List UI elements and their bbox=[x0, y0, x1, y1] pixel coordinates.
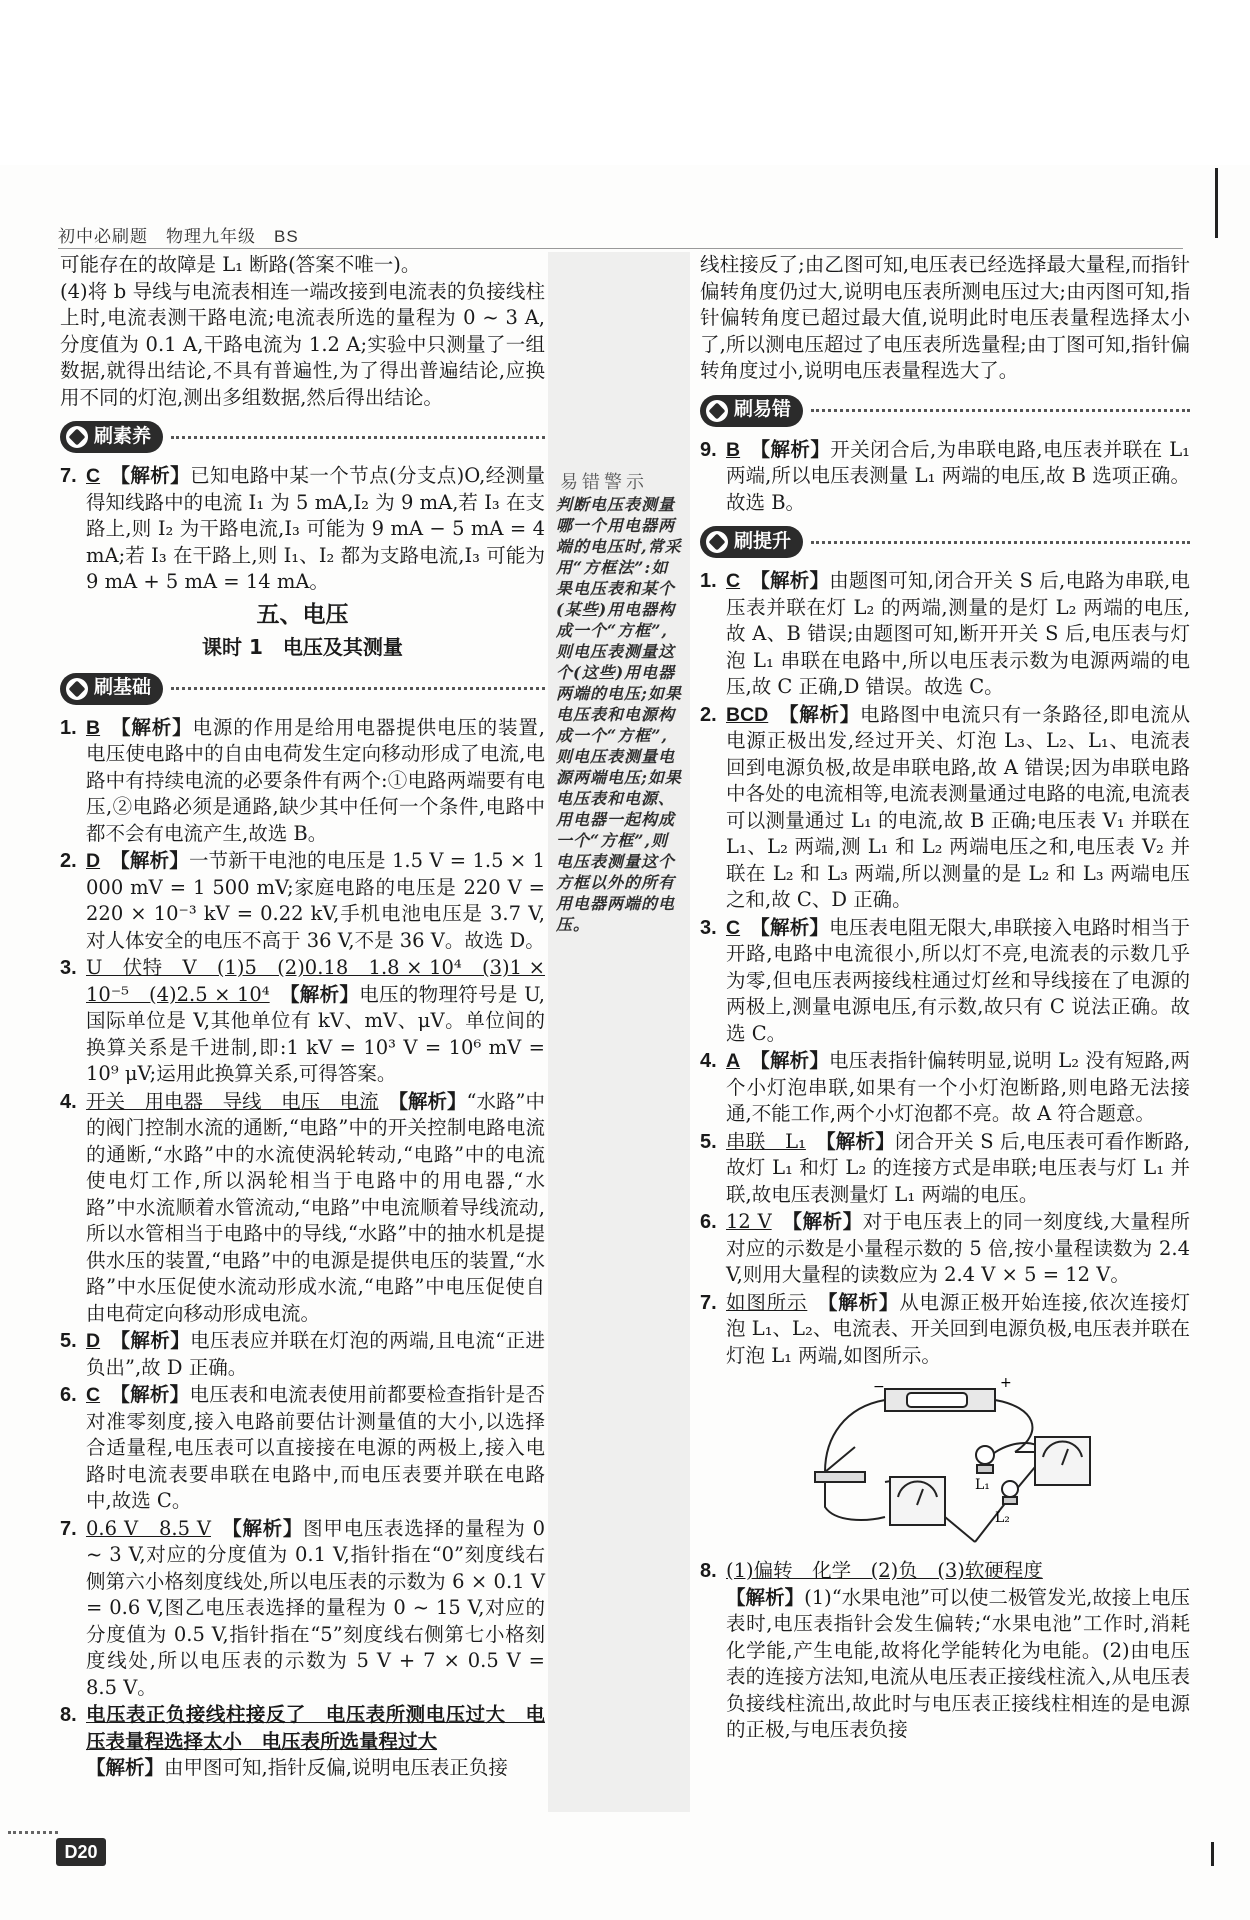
question-body bbox=[86, 1328, 545, 1381]
answer: 如图所示 bbox=[726, 1290, 808, 1314]
lesson-title: 课时 1 电压及其测量 bbox=[202, 635, 403, 659]
analysis-text: 从电源正极开始连接,依次连接灯泡 L₁、L₂、电流表、开关回到电源负极,电压表并联在灯泡 L₁ 两端,如图所示。 bbox=[726, 1290, 1190, 1367]
analysis-tag: 【解析】 bbox=[750, 569, 830, 592]
question-body bbox=[86, 1382, 545, 1515]
answer: A bbox=[726, 1050, 741, 1072]
analysis-tag: 【解析】 bbox=[289, 982, 360, 1006]
answer: B bbox=[726, 438, 741, 461]
analysis-text: 电压表应并联在灯泡的两端,且电流“正进负出”,故 D 正确。 bbox=[86, 1329, 545, 1379]
analysis-text: 电压表指针偏转明显,说明 L₂ 没有短路,两个小灯泡串联,如果有一个小灯泡断路,则电路无法接通,不能工作,两个小灯泡都不亮。故 A 符合题意。 bbox=[726, 1049, 1190, 1125]
dotted-rule bbox=[811, 541, 1190, 544]
question-number: 5. bbox=[700, 1130, 717, 1153]
analysis-text: 电压表和电流表使用前都要检查指针是否对准零刻度,接入电路前要估计测量值的大小,以选择合适量程,电压表可以直接接在电源的两极上,接入电路时电流表要串联在电路中,而电压表要并联在电路中,故选 C。 bbox=[86, 1383, 545, 1512]
analysis-tag: 【解析】 bbox=[398, 1089, 467, 1113]
banner-badge bbox=[700, 395, 803, 427]
question-body bbox=[86, 463, 545, 596]
analysis-text: 由甲图可知,指针反偏,说明电压表正负接 bbox=[164, 1756, 508, 1779]
lamp-L1-base bbox=[977, 1465, 993, 1473]
section-title: 五、电压 bbox=[256, 601, 349, 628]
answer: D bbox=[86, 850, 101, 872]
question-item bbox=[700, 1290, 1190, 1370]
analysis-text: 电源的作用是给用电器提供电压的装置,电压使电路中的自由电荷发生定向移动形成了电流,电路中有持续电流的必要条件有两个:①电路两端要有电压,②电路必须是通路,缺少其中任何一个条件,电路中都不会有电流产生,故选 B。 bbox=[86, 715, 545, 845]
question-number: 3. bbox=[700, 916, 717, 939]
analysis-tag: 【解析】 bbox=[110, 464, 191, 487]
analysis-tag: 【解析】 bbox=[86, 1756, 165, 1779]
question-item bbox=[60, 715, 545, 848]
section-banner bbox=[700, 522, 1190, 562]
minus-label: − bbox=[873, 1379, 885, 1395]
right-column bbox=[700, 252, 1190, 1744]
L2-label: L₂ bbox=[995, 1510, 1010, 1526]
lamp-L2-base bbox=[1003, 1497, 1017, 1504]
question-item bbox=[60, 1089, 545, 1328]
question-item bbox=[700, 437, 1190, 517]
question-body bbox=[86, 1089, 545, 1328]
question-number: 9. bbox=[700, 438, 717, 461]
question-body bbox=[726, 1558, 1190, 1744]
dotted-rule bbox=[171, 687, 545, 690]
question-item bbox=[60, 1516, 545, 1702]
answer: U 伏特 V (1)5 (2)0.18 1.8 × 10⁴ (3)1 × 10⁻⁵ (4)2.5 × 10⁴ bbox=[86, 956, 545, 1006]
lamp-L1 bbox=[976, 1446, 994, 1464]
answer: 0.6 V 8.5 V bbox=[86, 1516, 211, 1540]
switch-base bbox=[815, 1472, 865, 1482]
banner-badge bbox=[60, 421, 163, 453]
brush-icon bbox=[66, 426, 88, 448]
question-body bbox=[726, 702, 1190, 914]
side-note-heading: 易错警示 bbox=[560, 472, 648, 493]
analysis-tag: 【解析】 bbox=[110, 849, 189, 872]
question-item bbox=[60, 1702, 545, 1782]
answer: C bbox=[726, 916, 741, 939]
question-body bbox=[86, 715, 545, 848]
analysis-text: 闭合开关 S 后,电压表可看作断路,故灯 L₁ 和灯 L₂ 的连接方式是串联;电压表与灯 L₁ 并联,故电压表测量灯 L₁ 两端的电压。 bbox=[726, 1129, 1190, 1206]
question-body bbox=[726, 437, 1190, 517]
analysis-tag: 【解析】 bbox=[110, 715, 193, 739]
question-item bbox=[60, 463, 545, 596]
analysis-tag: 【解析】 bbox=[750, 437, 831, 461]
answer: 开关 用电器 导线 电压 电流 bbox=[86, 1089, 379, 1113]
analysis-tag: 【解析】 bbox=[750, 915, 830, 939]
banner-label: 刷易错 bbox=[734, 399, 792, 421]
dotted-rule bbox=[811, 409, 1190, 412]
question-number: 8. bbox=[700, 1560, 717, 1582]
section-banner bbox=[700, 391, 1190, 431]
question-number: 2. bbox=[700, 703, 717, 726]
edge-mark bbox=[1211, 1842, 1214, 1866]
analysis-text: (1)“水果电池”可以使二极管发光,故接上电压表时,电压表指针会发生偏转;“水果电池”工作时,消耗化学能,产生电能,故将化学能转化为电能。(2)由电压表的连接方法知,电流从电压表正接线柱流入,从电压表负接线柱流出,故此时与电压表正接线柱相连的是电源的正极,与电压表负接 bbox=[726, 1585, 1190, 1741]
L1-label: L₁ bbox=[975, 1477, 990, 1493]
wire bbox=[945, 1517, 975, 1542]
brush-icon bbox=[706, 400, 728, 422]
question-number: 7. bbox=[60, 1517, 77, 1540]
answer: C bbox=[86, 465, 101, 487]
analysis-tag: 【解析】 bbox=[110, 1383, 190, 1406]
answer: C bbox=[86, 1384, 101, 1406]
question-number: 7. bbox=[60, 465, 77, 487]
question-item bbox=[700, 915, 1190, 1048]
question-body bbox=[726, 568, 1190, 701]
question-number: 4. bbox=[60, 1090, 77, 1113]
analysis-tag: 【解析】 bbox=[778, 702, 860, 726]
analysis-text: 图甲电压表选择的量程为 0 ~ 3 V,对应的分度值为 0.1 V,指针指在“0”刻度线右侧第六小格刻度线处,所以电压表的示数为 6 × 0.1 V = 0.6 V,图乙电压表选择的量程为 0 ~ 15 V,对应的分度值为 0.5 V,指针指在“5”刻度线右侧第七小格刻度线处,所以电压表的示数为 5 V + 7 × 0.5 V = 8.5 V。 bbox=[86, 1516, 545, 1699]
question-number: 4. bbox=[700, 1050, 717, 1072]
question-item bbox=[700, 1209, 1190, 1289]
analysis-tag: 【解析】 bbox=[827, 1290, 900, 1314]
edge-mark bbox=[1215, 168, 1218, 238]
analysis-tag: 【解析】 bbox=[750, 1049, 829, 1072]
analysis-tag: 【解析】 bbox=[726, 1585, 805, 1609]
running-header: 初中必刷题 物理九年级 BS bbox=[58, 227, 299, 246]
analysis-text: 由题图可知,闭合开关 S 后,电路为串联,电压表并联在灯 L₂ 的两端,测量的是灯 L₂ 两端的电压,故 A、B 错误;由题图可知,断开开关 S 后,电压表与灯泡 L₁ 串联在电路中,所以电压表示数为电源两端的电压,故 C 正确,D 错误。故选 C。 bbox=[726, 569, 1190, 698]
circuit-diagram bbox=[795, 1377, 1095, 1552]
question-item bbox=[700, 1048, 1190, 1128]
question-body bbox=[726, 1129, 1190, 1209]
answer: C bbox=[726, 570, 741, 592]
answer: 12 V bbox=[726, 1210, 772, 1233]
question-number: 3. bbox=[60, 957, 77, 979]
analysis-tag: 【解析】 bbox=[825, 1129, 895, 1153]
question-item bbox=[60, 955, 545, 1088]
question-body bbox=[86, 848, 545, 954]
answer: BCD bbox=[726, 703, 769, 726]
question-number: 1. bbox=[700, 570, 717, 592]
question-number: 5. bbox=[60, 1330, 77, 1352]
question-item bbox=[60, 848, 545, 954]
analysis-tag: 【解析】 bbox=[110, 1329, 191, 1352]
battery-cell bbox=[907, 1393, 967, 1407]
page-number: D20 bbox=[56, 1838, 106, 1866]
answer: B bbox=[86, 716, 101, 739]
question-body bbox=[86, 1516, 545, 1702]
left-column bbox=[60, 252, 545, 1782]
brush-icon bbox=[706, 531, 728, 553]
analysis-text: 一节新干电池的电压是 1.5 V = 1.5 × 1 000 mV = 1 500 mV;家庭电路的电压是 220 V = 220 × 10⁻³ kV = 0.22 kV,手机电池电压是 3.7 V,对人体安全的电压不高于 36 V,不是 36 V。故选 D。 bbox=[86, 849, 545, 952]
banner-label: 刷提升 bbox=[734, 530, 792, 552]
header-rule bbox=[58, 248, 1183, 249]
side-note-text: 判断电压表测量哪一个用电器两端的电压时,常采用“方框法”:如果电压表和某个(某些)用电器构成一个“方框”,则电压表测量这个(这些)用电器两端的电压;如果电压表和电源构成一个“方框”,则电压表测量电源两端电压;如果电压表和电源、用电器一起构成一个“方框”,则电压表测量这个方框以外的所有用电器两端的电压。 bbox=[556, 495, 682, 934]
paragraph: 可能存在的故障是 L₁ 断路(答案不唯一)。 bbox=[60, 253, 421, 276]
question-body bbox=[726, 1048, 1190, 1128]
question-number: 8. bbox=[60, 1704, 77, 1726]
analysis-text: “水路”中的阀门控制水流的通断,“电路”中的开关控制电路电流的通断,“水路”中的水流使涡轮转动,“电路”中的电流使电灯工作,所以涡轮相当于电路中的用电器,“水路”中水流顺着水管流动,“电路”中电流顺着导线流动,所以水管相当于电路中的导线,“水路”中的抽水机是提供水压的装置,“电路”中的电源是提供电压的装置,“水路”中水压促使水流动形成水流,“电路”中电压促使自由电荷定向移动形成电流。 bbox=[86, 1089, 545, 1325]
question-number: 7. bbox=[700, 1291, 717, 1314]
brush-icon bbox=[66, 678, 88, 700]
answer: D bbox=[86, 1330, 101, 1352]
answer: (1)偏转 化学 (2)负 (3)软硬程度 bbox=[726, 1559, 1043, 1582]
question-body bbox=[726, 1209, 1190, 1289]
analysis-text: 电压表电阻无限大,串联接入电路时相当于开路,电路中电流很小,所以灯不亮,电流表的示数几乎为零,但电压表两接线柱通过灯丝和导线接在了电源的两极上,测量电源电压,有示数,故只有 C 说法正确。故选 C。 bbox=[726, 915, 1190, 1045]
question-item bbox=[700, 1558, 1190, 1744]
question-item bbox=[60, 1328, 545, 1381]
banner-label: 刷基础 bbox=[94, 677, 152, 699]
answer: 电压表正负接线柱接反了 电压表所测电压过大 电压表量程选择太小 电压表所选量程过大 bbox=[86, 1703, 545, 1753]
section-banner bbox=[60, 669, 545, 709]
question-number: 6. bbox=[700, 1211, 717, 1233]
paragraph: 线柱接反了;由乙图可知,电压表已经选择最大量程,而指针偏转角度仍过大,说明电压表所测电压过大;由丙图可知,指针偏转角度已超过最大值,说明此时电压表量程选择太小了,所以测电压超过了电压表所选量程;由丁图可知,指针偏转角度过小,说明电压表量程选大了。 bbox=[700, 253, 1190, 382]
question-number: 6. bbox=[60, 1384, 77, 1406]
question-number: 1. bbox=[60, 716, 77, 739]
analysis-tag: 【解析】 bbox=[231, 1516, 304, 1540]
banner-badge bbox=[60, 673, 163, 705]
plus-label: + bbox=[1000, 1377, 1012, 1391]
analysis-text: 开关闭合后,为串联电路,电压表并联在 L₁ 两端,所以电压表测量 L₁ 两端的电压,故 B 选项正确。故选 B。 bbox=[726, 437, 1190, 514]
question-body bbox=[86, 955, 545, 1088]
analysis-text: 已知电路中某一个节点(分支点)O,经测量得知线路中的电流 I₁ 为 5 mA,I₂ 为 9 mA,若 I₃ 在支路上,则 I₂ 为干路电流,I₃ 可能为 9 mA − 5 mA = 4 mA;若 I₃ 在干路上,则 I₁、I₂ 都为支路电流,I₃ 可能为 9 mA + 5 mA = 14 mA。 bbox=[86, 464, 545, 593]
wire bbox=[825, 1400, 885, 1472]
banner-label: 刷素养 bbox=[94, 425, 152, 447]
analysis-text: 对于电压表上的同一刻度线,大量程所对应的示数是小量程示数的 5 倍,按小量程读数为 2.4 V,则用大量程的读数应为 2.4 V × 5 = 12 V。 bbox=[726, 1210, 1190, 1286]
analysis-text: 电路图中电流只有一条路径,即电流从电源正极出发,经过开关、灯泡 L₃、L₂、L₁、电流表回到电源负极,故是串联电路,故 A 错误;因为串联电路中各处的电流相等,电流表测量通过电路的电流,电流表可以测量通过 L₁ 的电流,故 B 正确;电压表 V₁ 并联在 L₁、L₂ 两端,测 L₁ 和 L₂ 两端电压之和,电压表 V₂ 并联在 L₂ 和 L₃ 两端,所以测量的是 L₂ 和 L₃ 两端电压之和,故 C、D 正确。 bbox=[726, 702, 1190, 911]
question-item bbox=[700, 702, 1190, 914]
question-body bbox=[726, 915, 1190, 1048]
question-item bbox=[60, 1382, 545, 1515]
question-item bbox=[700, 1129, 1190, 1209]
analysis-tag: 【解析】 bbox=[792, 1210, 863, 1233]
section-banner bbox=[60, 417, 545, 457]
question-body bbox=[86, 1702, 545, 1782]
lamp-L2 bbox=[1002, 1481, 1018, 1497]
question-item bbox=[700, 568, 1190, 701]
banner-badge bbox=[700, 526, 803, 558]
answer: 串联 L₁ bbox=[726, 1129, 806, 1153]
footer-dotted-rule bbox=[8, 1831, 58, 1834]
question-body bbox=[726, 1290, 1190, 1370]
dotted-rule bbox=[171, 436, 545, 439]
analysis-text: 电压的物理符号是 U,国际单位是 V,其他单位有 kV、mV、μV。单位间的换算关系是千进制,即:1 kV = 10³ V = 10⁶ mV = 10⁹ μV;运用此换算关系,可得答案。 bbox=[86, 982, 545, 1085]
paragraph: (4)将 b 导线与电流表相连一端改接到电流表的负接线柱上时,电流表测干路电流;电流表所选的量程为 0 ~ 3 A,分度值为 0.1 A,干路电流为 1.2 A;实验中只测量了一组数据,就得出结论,不具有普遍性,为了得出普遍结论,应换用不同的灯泡,测出多组数据,然后得出结论。 bbox=[60, 279, 545, 409]
top-blank-area bbox=[0, 0, 1250, 165]
question-number: 2. bbox=[60, 850, 77, 872]
switch-lever bbox=[825, 1447, 855, 1472]
